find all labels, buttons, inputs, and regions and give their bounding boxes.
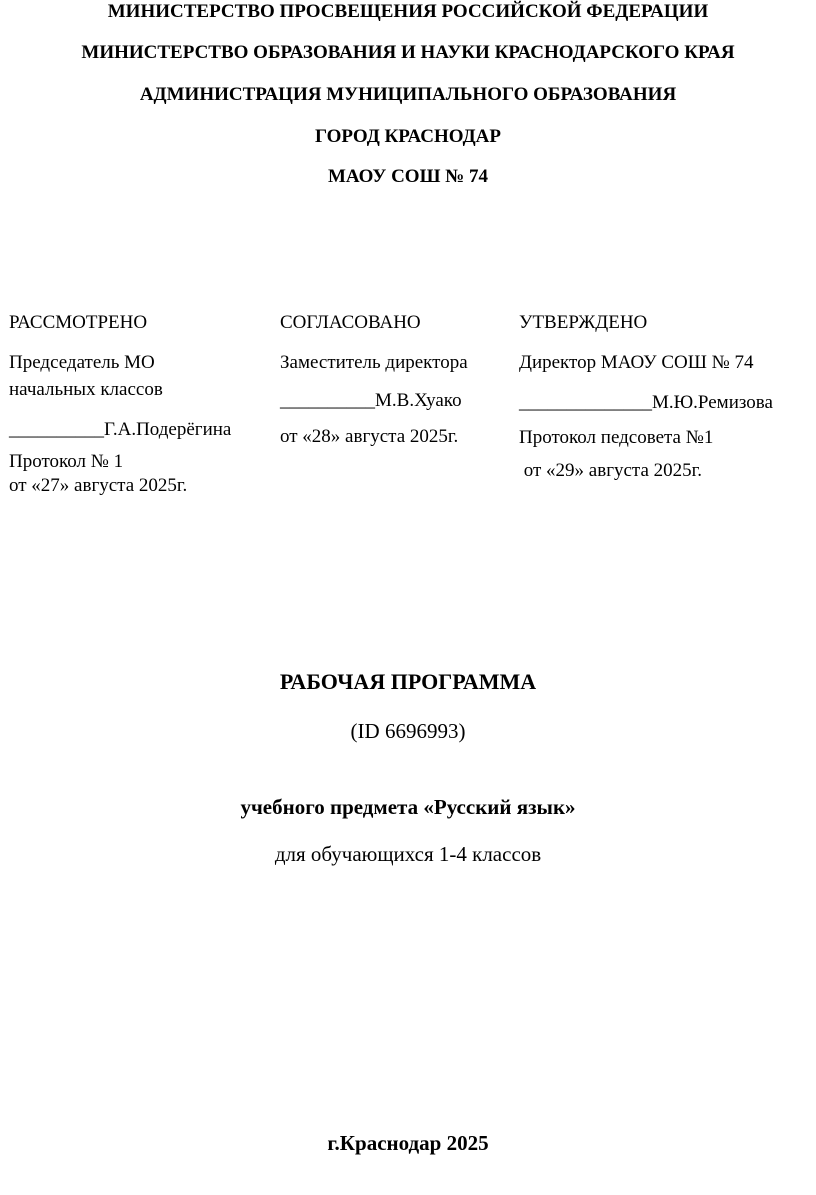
agreed-heading: СОГЛАСОВАНО xyxy=(280,312,421,333)
ministry-education-heading: МИНИСТЕРСТВО ПРОСВЕЩЕНИЯ РОССИЙСКОЙ ФЕДЕРАЦИИ xyxy=(107,1,709,22)
footer-city-year: г.Краснодар 2025 xyxy=(327,1131,489,1155)
approved-signature: ______________М.Ю.Ремизова xyxy=(519,392,773,413)
agreed-signature: __________М.В.Хуако xyxy=(280,390,462,411)
approved-role-line1: Директор МАОУ СОШ № 74 xyxy=(519,352,754,373)
approved-heading: УТВЕРЖДЕНО xyxy=(519,312,648,333)
reviewed-heading: РАССМОТРЕНО xyxy=(9,312,148,333)
program-subject: учебного предмета «Русский язык» xyxy=(240,795,576,819)
ministry-regional-heading: МИНИСТЕРСТВО ОБРАЗОВАНИЯ И НАУКИ КРАСНОДАРСКОГО КРАЯ xyxy=(81,42,735,63)
agreed-role-line1: Заместитель директора xyxy=(280,352,468,373)
approved-date: от «29» августа 2025г. xyxy=(519,460,703,481)
program-id: (ID 6696993) xyxy=(350,719,466,743)
approved-protocol: Протокол педсовета №1 xyxy=(519,427,714,448)
reviewed-role-line2: начальных классов xyxy=(9,379,163,400)
administration-heading: АДМИНИСТРАЦИЯ МУНИЦИПАЛЬНОГО ОБРАЗОВАНИЯ xyxy=(139,84,677,105)
reviewed-signature: __________Г.А.Подерёгина xyxy=(9,419,232,440)
reviewed-protocol: Протокол № 1 xyxy=(9,451,124,472)
reviewed-role-line1: Председатель МО xyxy=(9,352,155,373)
agreed-date: от «28» августа 2025г. xyxy=(280,426,459,447)
program-title: РАБОЧАЯ ПРОГРАММА xyxy=(279,669,537,694)
program-audience: для обучающихся 1-4 классов xyxy=(274,842,542,866)
city-heading: ГОРОД КРАСНОДАР xyxy=(314,126,501,147)
reviewed-date: от «27» августа 2025г. xyxy=(9,475,188,496)
school-heading: МАОУ СОШ № 74 xyxy=(327,166,489,187)
